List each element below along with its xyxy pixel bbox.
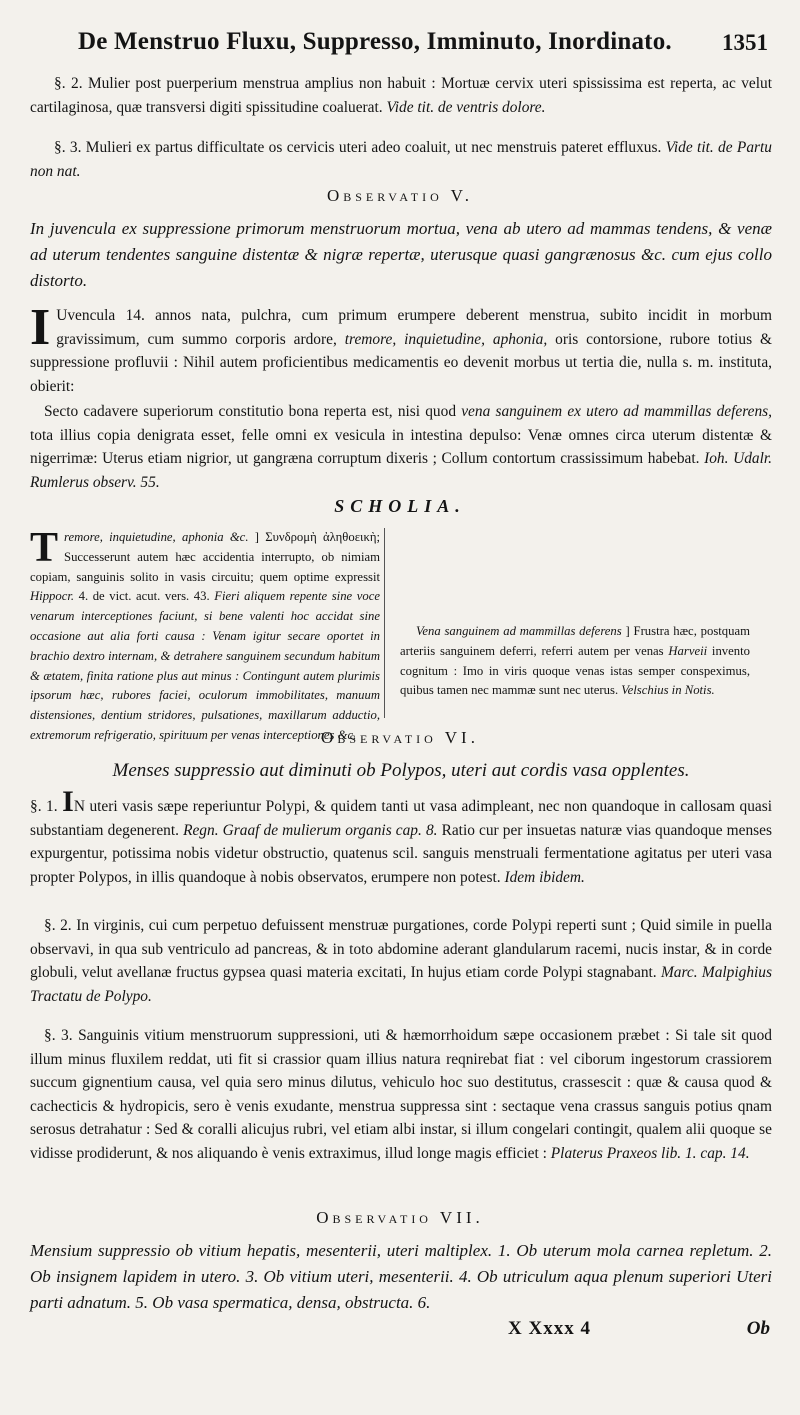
obs4-p3-reference: Vide tit. de Partu non nat. bbox=[30, 139, 772, 180]
obs5-p2-c: tota illius copia denigrata esset, felle omni ex vesicula in intestina depulso: Venæ omnes circa uterum distentæ & nigerrimæ: Uterus etiam nigrior, ut gangræna corruptum dixeris ; Collum contortum crassissimum habebat. bbox=[30, 426, 772, 467]
scholia-right-reference: Velschius in Notis. bbox=[621, 683, 715, 698]
obs5-p2-a: Secto cadavere superiorum constitutio bona reperta est, nisi quod bbox=[44, 403, 462, 420]
running-title: De Menstruo Fluxu, Suppresso, Imminuto, Inordinato. bbox=[78, 28, 672, 55]
scholia-right-c: Harveii bbox=[668, 643, 708, 658]
signature-mark: X Xxxx 4 bbox=[508, 1318, 591, 1339]
obs5-p1-b: tremore, inquietudine, aphonia, bbox=[344, 330, 548, 348]
obs6-paragraph-1 bbox=[30, 785, 772, 889]
obs6-paragraph-2 bbox=[30, 914, 772, 1008]
obs6-p1-reference-2: Idem ibidem. bbox=[504, 868, 585, 886]
obs6-p1-b: Ratio cur per insuetas naturæ vias quandoque menses expurgentur, potissima nobis videtur obstructio, quatenus scil. sanguis menstruali fermentatione agitatus per uteri vasa propter Polypos, in illis quandoque à nobis observatos, erumpere non potest. bbox=[30, 821, 772, 886]
scholia-left-quote: Fieri aliquem repente sine voce venarum interceptiones faciunt, si bene valenti hoc accidat sine occasione aut alia forti causa : Venam igitur secare oportet in brachio dextro internam, & detrahere sanguinem secundum habitum & ætatem, finita ratione plus aut minus : Contingunt autem plurimis ipsorum hæc, rubores faciei, oculorum immobilitates, manuum distensiones, dentium stridores, pulsationes, maxillarum adductio, extremorum refrigeratio, spirituum per venas interceptiones &c. bbox=[30, 589, 380, 742]
scholia-left-b: ] Συνδρομὴ ἀληθοεικὴ; Successerunt autem hæc accidentia interrupto, ob nimiam copiam, sanguinis solito in vasis circuitu; quem optime expressit bbox=[30, 530, 380, 584]
obs4-paragraph-3 bbox=[30, 136, 772, 183]
scholia-right-column bbox=[400, 622, 750, 701]
scholia-right-lemma: Vena sanguinem ad mammillas deferens bbox=[416, 624, 622, 638]
obs5-paragraph-1 bbox=[30, 299, 772, 398]
obs5-p2-b: vena sanguinem ex utero ad mammillas deferens, bbox=[461, 403, 773, 420]
obs5-p1-a: Uvencula 14. annos nata, pulchra, cum primum erumpere deberent menstrua, subito incidit in morbum gravissimum, cum summo corporis ardore, bbox=[56, 307, 772, 348]
obs6-p2-reference: Marc. Malpighius Tractatu de Polypo. bbox=[30, 964, 772, 1005]
obs6-heading: Observatio VI. bbox=[321, 728, 479, 747]
obs6-p2-text: §. 2. In virginis, cui cum perpetuo defuissent menstruæ purgationes, corde Polypi reperti sunt ; Quid simile in puella observavi, in qua sub ventriculo ad pancreas, & in toto abdomine aderant glandularum racemi, nucis instar, & in corde globuli, velut avellanæ fructus gypsea quasi materia excitati, In hujus etiam corde Polypi stagnabant. bbox=[30, 917, 772, 981]
obs6-p1-reference: Regn. Graaf de mulierum organis cap. 8. bbox=[183, 821, 438, 839]
page-number: 1351 bbox=[722, 30, 768, 55]
scholia-heading: SCHOLIA. bbox=[334, 496, 466, 516]
obs4-p2-text: §. 2. Mulier post puerperium menstrua amplius non habuit : Mortuæ cervix uteri spississima est reperta, ac velut cartilaginosa, quæ transversi digiti spissitudine coaluerat. bbox=[30, 75, 772, 116]
obs5-p1-c: oris contorsione, rubore totius & suppressione profluvii : Nihil autem proficientibus medicamentis eo devenit morbus ut tertia die, nulla s. m. instituta, obierit: bbox=[30, 330, 772, 395]
obs4-p2-reference: Vide tit. de ventris dolore. bbox=[386, 98, 546, 116]
obs4-paragraph-2 bbox=[30, 72, 772, 119]
obs5-paragraph-2 bbox=[30, 400, 772, 494]
scholia-left-column bbox=[30, 525, 380, 746]
obs4-p3-text: §. 3. Mulieri ex partus difficultate os cervicis uteri adeo coaluit, ut nec menstruis pateret effluxus. bbox=[54, 139, 666, 156]
scholia-left-d: 4. de vict. acut. vers. 43. bbox=[74, 589, 215, 604]
obs7-title: Mensium suppressio ob vitium hepatis, mesenterii, uteri maltiplex. 1. Ob uterum mola carnea repletum. 2. Ob insignem lapidem in utero. 3. Ob vitium uteri, mesenterii. 4. Ob utriculum aqua plenum superiori Uteri parti adnatum. 5. Ob vasa spermatica, densa, obstructa. 6. bbox=[30, 1241, 772, 1312]
catchword: Ob bbox=[746, 1318, 770, 1339]
scholia-left-c: Hippocr. bbox=[30, 589, 75, 604]
obs6-p3-reference: Platerus Praxeos lib. 1. cap. 14. bbox=[550, 1144, 750, 1162]
obs6-dropcap: I bbox=[62, 785, 74, 818]
obs5-title: In juvencula ex suppressione primorum menstruorum mortua, vena ab utero ad mammas tendens, & venæ ad uterum tendentes sanguine distentæ & nigræ repertæ, uterusque quasi gangrænosus &c. cum ejus collo distorto. bbox=[30, 219, 772, 290]
page-footer bbox=[0, 1318, 800, 1358]
obs6-paragraph-3 bbox=[30, 1024, 772, 1165]
scholia-dropcap: T bbox=[30, 525, 59, 571]
column-divider bbox=[384, 528, 385, 718]
obs6-title: Menses suppressio aut diminuti ob Polypos, uteri aut cordis vasa opplentes. bbox=[112, 760, 690, 781]
obs5-heading: Observatio V. bbox=[326, 186, 474, 205]
obs6-p3-text: §. 3. Sanguinis vitium menstruorum suppressioni, uti & hæmorrhoidum sæpe occasionem præbet : Si tale sit quod illum minus fluxilem reddat, uti fit si crassior quam illius natura reqnirebat fiat : vel ciborum ingestorum crassiorem succum gignentium causa, vel quia sero minus dilutus, vehiculo hoc suo destitutus, crassescit : quæ & causa quod & cachecticis & hydropicis, sero è venis exudante, menstrua suppressa sint : sectaque vena crassus sanguis potius qnam serosus detrahatur : Sed & coralli alicujus rubri, vel etiam albi instar, si illum congelari contingit, qualem alii quoque se vidisse prodiderunt, & nos aliquando è venis extraximus, illud longe magis efficiet : bbox=[30, 1027, 772, 1162]
obs5-dropcap: I bbox=[30, 299, 51, 356]
scholia-right-b: ] Frustra hæc, postquam arteriis sanguinem deferri, referri autem per venas bbox=[400, 624, 750, 658]
scholia-left-lemma: remore, inquietudine, aphonia &c. bbox=[64, 530, 249, 544]
obs6-p1-a: N uteri vasis sæpe reperiuntur Polypi, & quidem tanti ut vasa adimpleant, nec non quandoque in callosam quasi substantiam degenerent. bbox=[30, 798, 772, 839]
obs7-heading: Observatio VII. bbox=[316, 1208, 484, 1227]
obs6-p1-number: §. 1. bbox=[30, 798, 58, 815]
running-header bbox=[78, 28, 768, 70]
obs5-p2-reference: Ioh. Udalr. Rumlerus observ. 55. bbox=[30, 450, 772, 491]
scholia-right-d: invento cognitum : Imo in viris quoque venas istas semper conspeximus, quibus tamen nec mammæ sunt nec uterus. bbox=[400, 643, 750, 698]
